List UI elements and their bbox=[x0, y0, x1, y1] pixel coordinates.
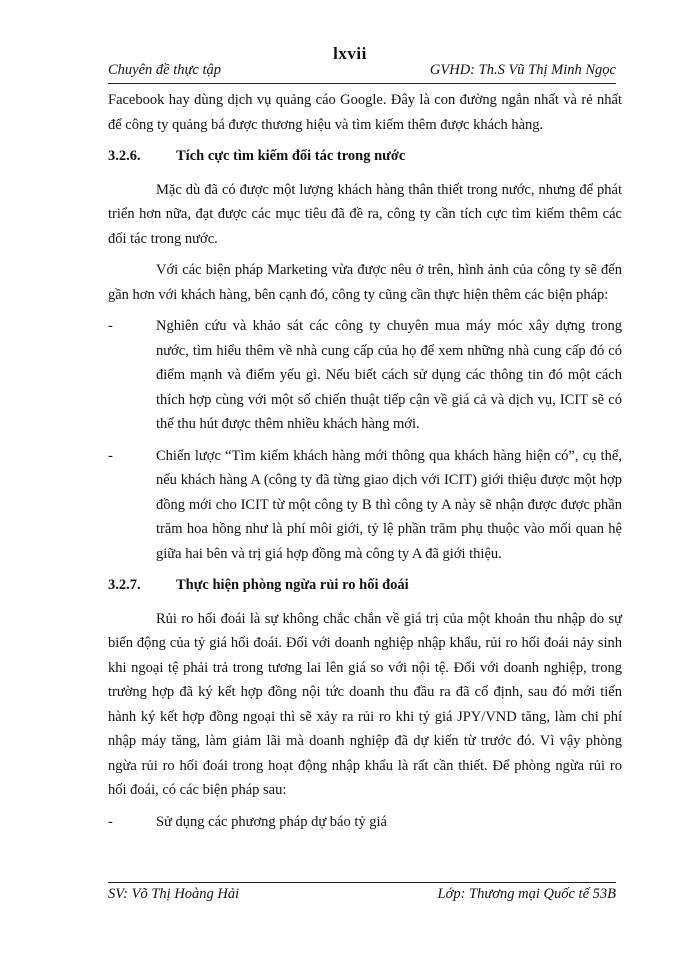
page-header bbox=[108, 62, 616, 84]
paragraph: Rủi ro hối đoái là sự không chắc chắn về giá trị của một khoản thu nhập do sự biến động của tỷ giá hối đoái. Đối với doanh nghiệp nhập khẩu, rủi ro hối đoái nảy sinh khi ngoại tệ phải trả trong tương lai lên giá so với nội tệ. Đối với doanh nghiệp, trong trường hợp đã ký kết hợp đồng nội tức doanh thu đầu ra đã cố định, sau đó mới tiến hành ký kết hợp đồng ngoại thì sẽ xảy ra rủi ro khi tỷ giá JPY/VND tăng, làm chi phí nhập máy tăng, làm giảm lãi mà doanh nghiệp đã dự kiến từ trước đó. Vì vậy phòng ngừa rủi ro hối đoái trong hoạt động nhập khẩu là rất cần thiết. Để phòng ngừa rủi ro hối đoái, có các biện pháp sau: bbox=[108, 610, 622, 798]
bullet-item bbox=[108, 810, 622, 835]
bullet-text: Chiến lược “Tìm kiếm khách hàng mới thông qua khách hàng hiện có”, cụ thể, nếu khách hàng A (công ty đã từng giao dịch với ICIT) giới thiệu được một hợp đồng mới cho ICIT từ một công ty B thì công ty A này sẽ nhận được được phần trăm hoa hồng như là phí môi giới, tỷ lệ phần trăm phụ thuộc vào mối quan hệ giữa hai bên và trị giá hợp đồng mà công ty A đã giới thiệu. bbox=[156, 447, 622, 562]
bullet-item bbox=[108, 314, 622, 437]
header-left-text: Chuyên đề thực tập bbox=[108, 62, 222, 78]
bullet-item bbox=[108, 444, 622, 567]
paragraph: Mặc dù đã có được một lượng khách hàng thân thiết trong nước, nhưng để phát triển hơn nữa, đạt được các mục tiêu đã đề ra, công ty cần tích cực tìm kiếm thêm các đối tác trong nước. bbox=[108, 181, 622, 247]
section-heading-3-2-6 bbox=[108, 144, 622, 169]
bullet-marker: - bbox=[108, 813, 113, 830]
section-number: 3.2.6. bbox=[108, 148, 141, 164]
page-number: lxvii bbox=[333, 44, 367, 63]
page-footer bbox=[108, 882, 616, 903]
header-right-text: GVHD: Th.S Vũ Thị Minh Ngọc bbox=[429, 62, 616, 78]
bullet-text: Sử dụng các phương pháp dự báo tỷ giá bbox=[156, 813, 387, 830]
bullet-marker: - bbox=[108, 447, 113, 464]
footer-left-text: SV: Võ Thị Hoàng Hải bbox=[108, 886, 240, 902]
intro-paragraph: Facebook hay dùng dịch vụ quảng cáo Google. Đây là con đường ngắn nhất và rẻ nhất để công ty quảng bá được thương hiệu và tìm kiếm thêm được khách hàng. bbox=[108, 92, 622, 133]
bullet-text: Nghiên cứu và khảo sát các công ty chuyên mua máy móc xây dựng trong nước, tìm hiểu thêm về nhà cung cấp của họ để xem những nhà cung cấp đó có điểm mạnh và điểm yếu gì. Nếu biết cách sử dụng các thông tin đó một cách thích hợp cùng với một số chiến thuật tiếp cận về giá cả và dịch vụ, ICIT sẽ có thể thu hút được thêm nhiều khách hàng mới. bbox=[156, 318, 622, 432]
bullet-marker: - bbox=[108, 318, 113, 334]
paragraph: Với các biện pháp Marketing vừa được nêu ở trên, hình ảnh của công ty sẽ đến gần hơn với khách hàng, bên cạnh đó, công ty cũng cần thực hiện thêm các biện pháp: bbox=[108, 262, 622, 303]
section-title: Thực hiện phòng ngừa rủi ro hối đoái bbox=[176, 577, 409, 593]
footer-right-text: Lớp: Thương mại Quốc tế 53B bbox=[437, 886, 616, 902]
section-heading-3-2-7 bbox=[108, 573, 622, 598]
section-number: 3.2.7. bbox=[108, 577, 141, 593]
section-title: Tích cực tìm kiếm đối tác trong nước bbox=[176, 148, 406, 164]
document-body bbox=[108, 88, 622, 841]
